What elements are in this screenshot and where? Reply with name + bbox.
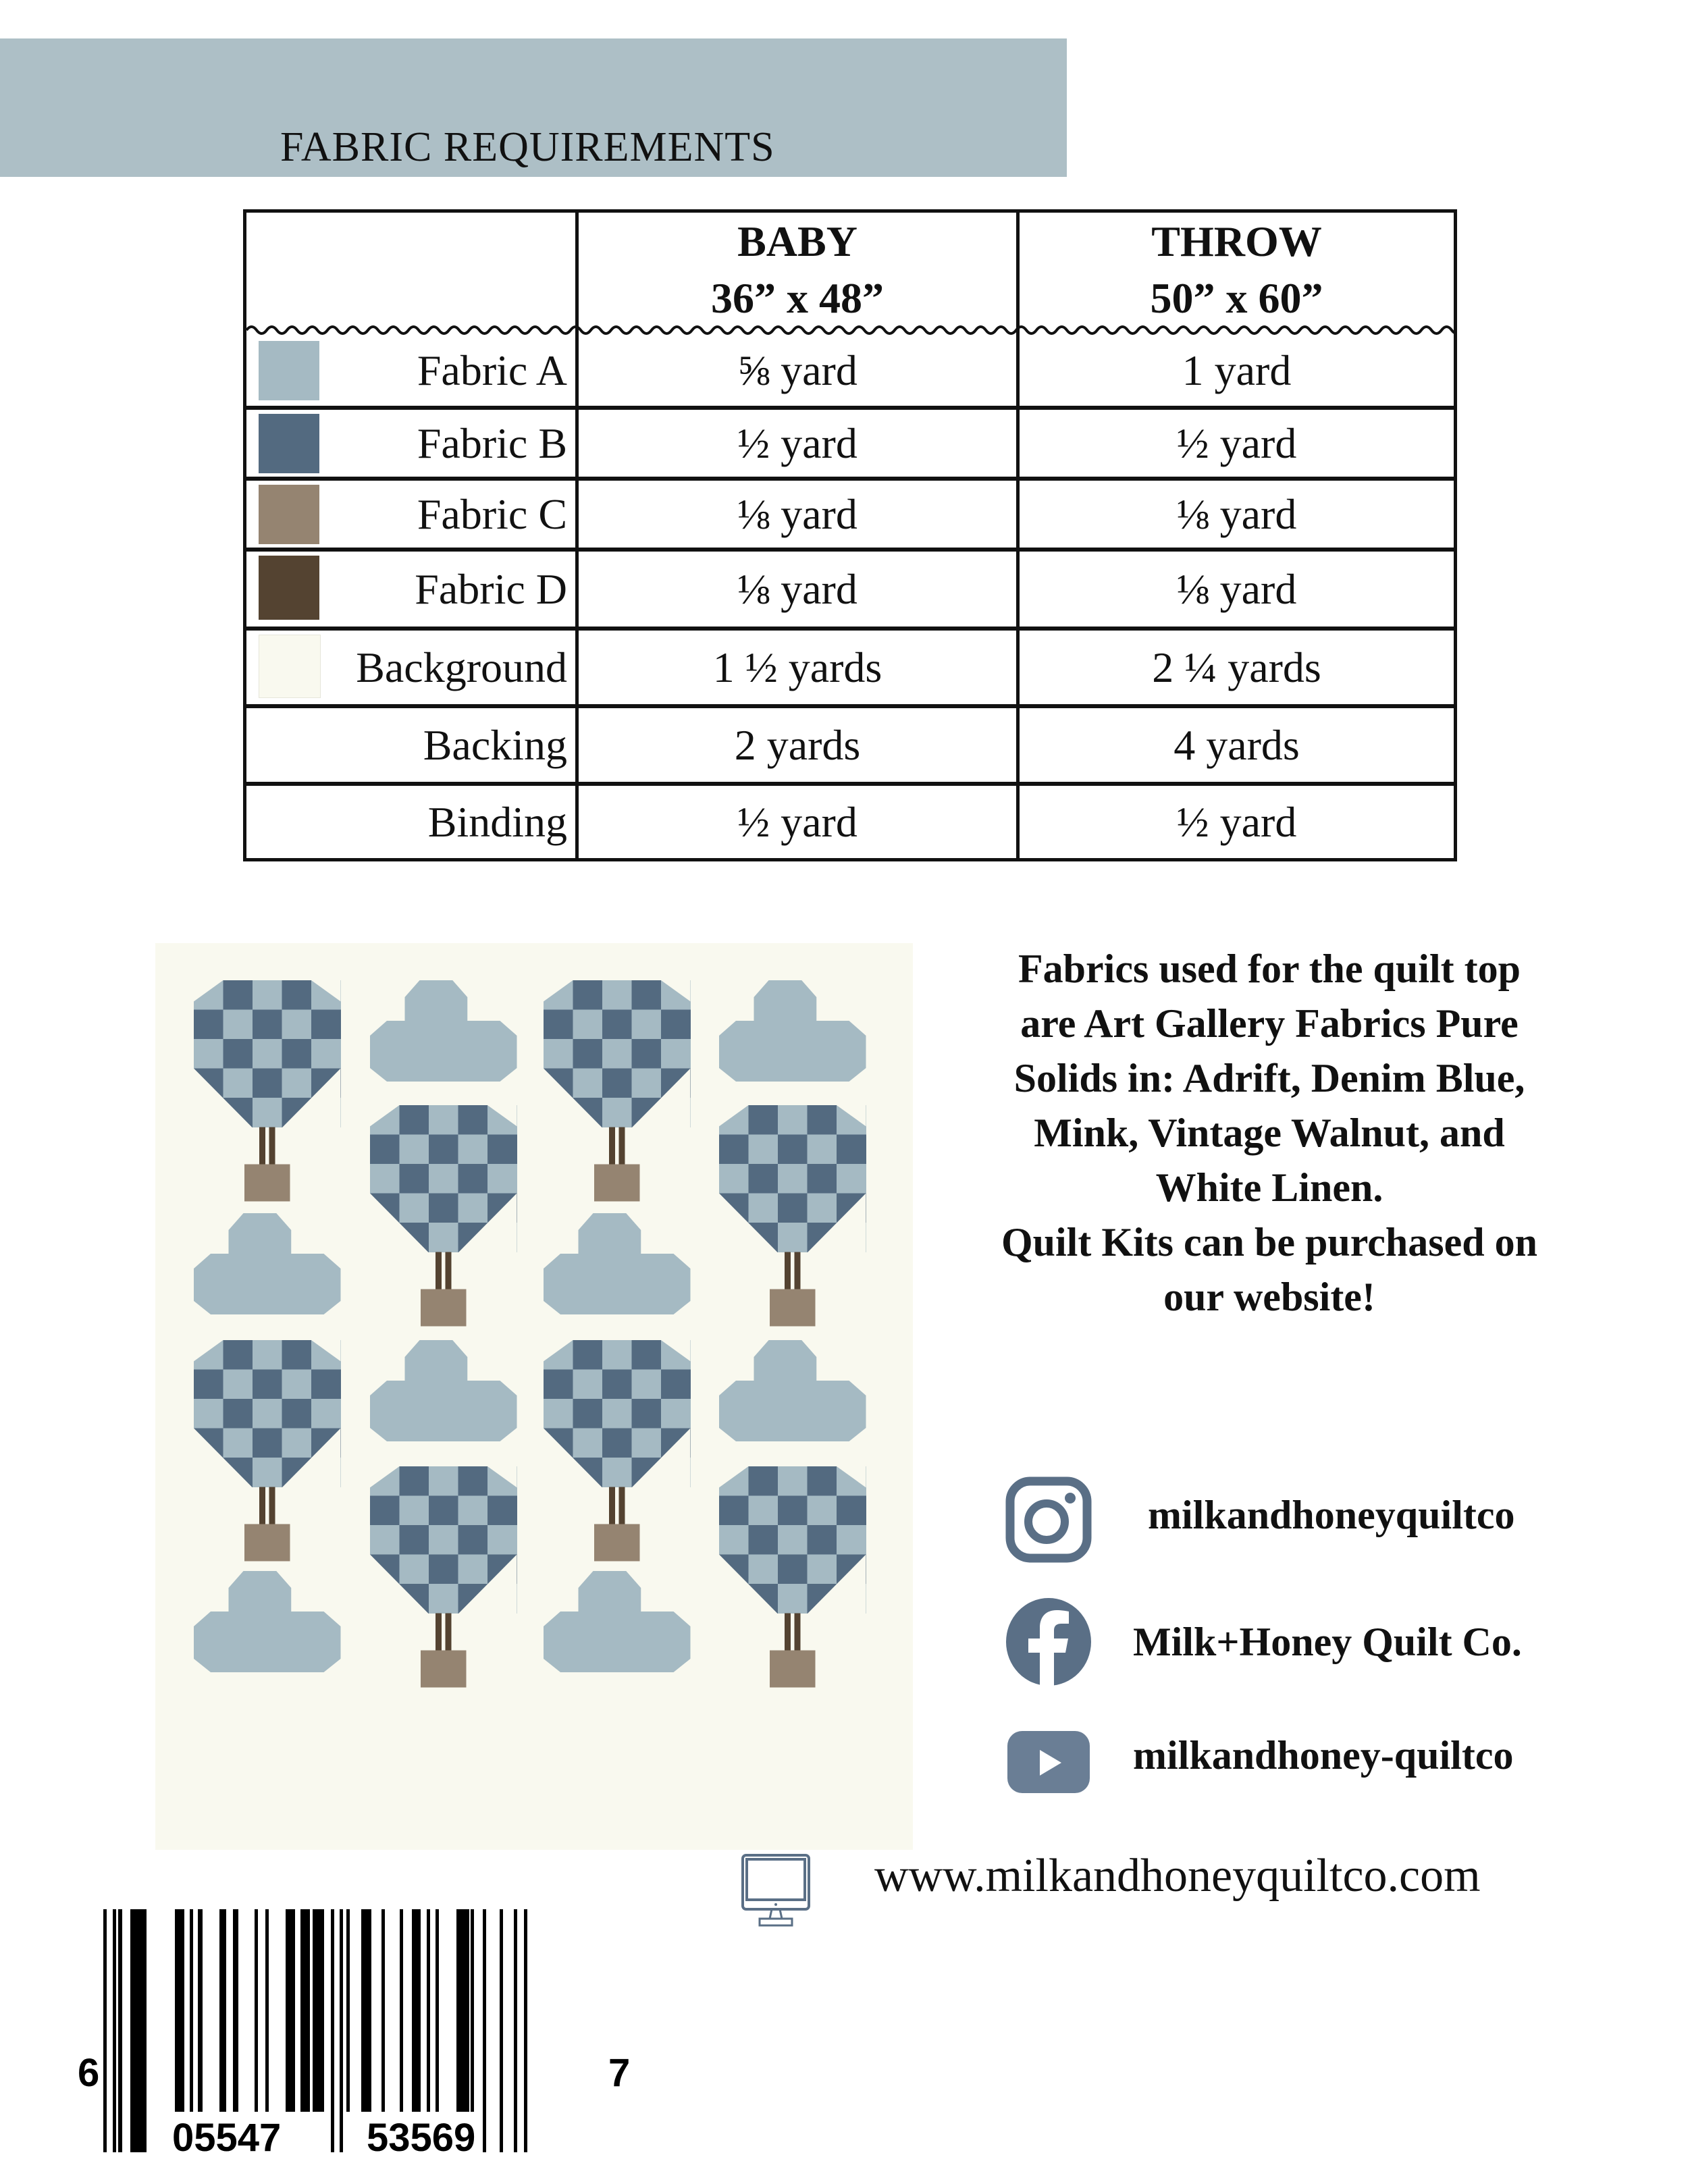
throw-amount: ½ yard: [1176, 419, 1297, 467]
throw-amount: ½ yard: [1176, 797, 1297, 846]
row-label: Binding: [427, 797, 567, 846]
monitor-icon: [729, 1848, 824, 1929]
instagram-icon: [1005, 1476, 1092, 1564]
column-header-name: THROW: [1151, 217, 1322, 265]
row-label: Fabric C: [417, 489, 567, 538]
throw-amount: ⅛ yard: [1176, 489, 1297, 538]
throw-amount: ⅛ yard: [1176, 564, 1297, 613]
baby-amount: ½ yard: [737, 419, 858, 467]
description-line: White Linen.: [1155, 1165, 1383, 1210]
instagram-link[interactable]: [1005, 1476, 1515, 1564]
svg-text:05547: 05547: [172, 2116, 282, 2160]
row-label: Fabric A: [417, 346, 567, 394]
row-label: Backing: [423, 720, 567, 769]
baby-amount: ⅛ yard: [737, 564, 858, 613]
svg-text:53569: 53569: [367, 2116, 476, 2160]
youtube-icon: [1005, 1728, 1092, 1796]
throw-amount: 4 yards: [1173, 720, 1300, 769]
fabric-description: [952, 942, 1587, 1325]
upc-barcode: [78, 1884, 638, 2167]
row-label: Fabric B: [417, 419, 567, 467]
youtube-link[interactable]: [1005, 1728, 1513, 1796]
facebook-icon: [1005, 1597, 1092, 1687]
description-line: our website!: [1163, 1275, 1375, 1319]
facebook-handle: Milk+Honey Quilt Co.: [1133, 1619, 1522, 1664]
barcode-graphic: [78, 1884, 638, 2167]
column-header-baby: [579, 213, 1016, 327]
quilt-pattern-graphic: [155, 943, 913, 1850]
throw-amount: 2 ¼ yards: [1152, 643, 1321, 691]
row-label: Fabric D: [415, 564, 567, 613]
baby-amount: ½ yard: [737, 797, 858, 846]
description-line: Mink, Vintage Walnut, and: [1034, 1111, 1505, 1155]
baby-amount: 1 ½ yards: [712, 643, 882, 691]
youtube-handle: milkandhoney-quiltco: [1133, 1732, 1514, 1778]
description-line: Solids in: Adrift, Denim Blue,: [1013, 1056, 1525, 1100]
facebook-link[interactable]: [1005, 1597, 1522, 1687]
description-line: are Art Gallery Fabrics Pure: [1020, 1001, 1519, 1046]
column-header-throw: [1020, 213, 1454, 327]
description-line: Quilt Kits can be purchased on: [1001, 1220, 1538, 1264]
baby-amount: 2 yards: [734, 720, 861, 769]
column-header-size: 50” x 60”: [1150, 274, 1323, 322]
svg-text:7: 7: [608, 2051, 631, 2095]
throw-amount: 1 yard: [1182, 346, 1292, 394]
column-header-size: 36” x 48”: [711, 274, 884, 322]
website-url: www.milkandhoneyquiltco.com: [874, 1850, 1481, 1902]
svg-text:6: 6: [78, 2051, 100, 2095]
fabric-requirements-table: [243, 209, 1457, 861]
instagram-handle: milkandhoneyquiltco: [1148, 1492, 1515, 1537]
description-line: Fabrics used for the quilt top: [1018, 947, 1521, 991]
page-title: FABRIC REQUIREMENTS: [280, 124, 775, 170]
row-label: Background: [356, 643, 567, 691]
baby-amount: ⅝ yard: [737, 346, 858, 394]
header-banner: [0, 38, 1067, 177]
column-header-name: BABY: [737, 217, 858, 265]
website-link[interactable]: [729, 1848, 1481, 1929]
baby-amount: ⅛ yard: [737, 489, 858, 538]
quilt-illustration: [155, 943, 913, 1850]
